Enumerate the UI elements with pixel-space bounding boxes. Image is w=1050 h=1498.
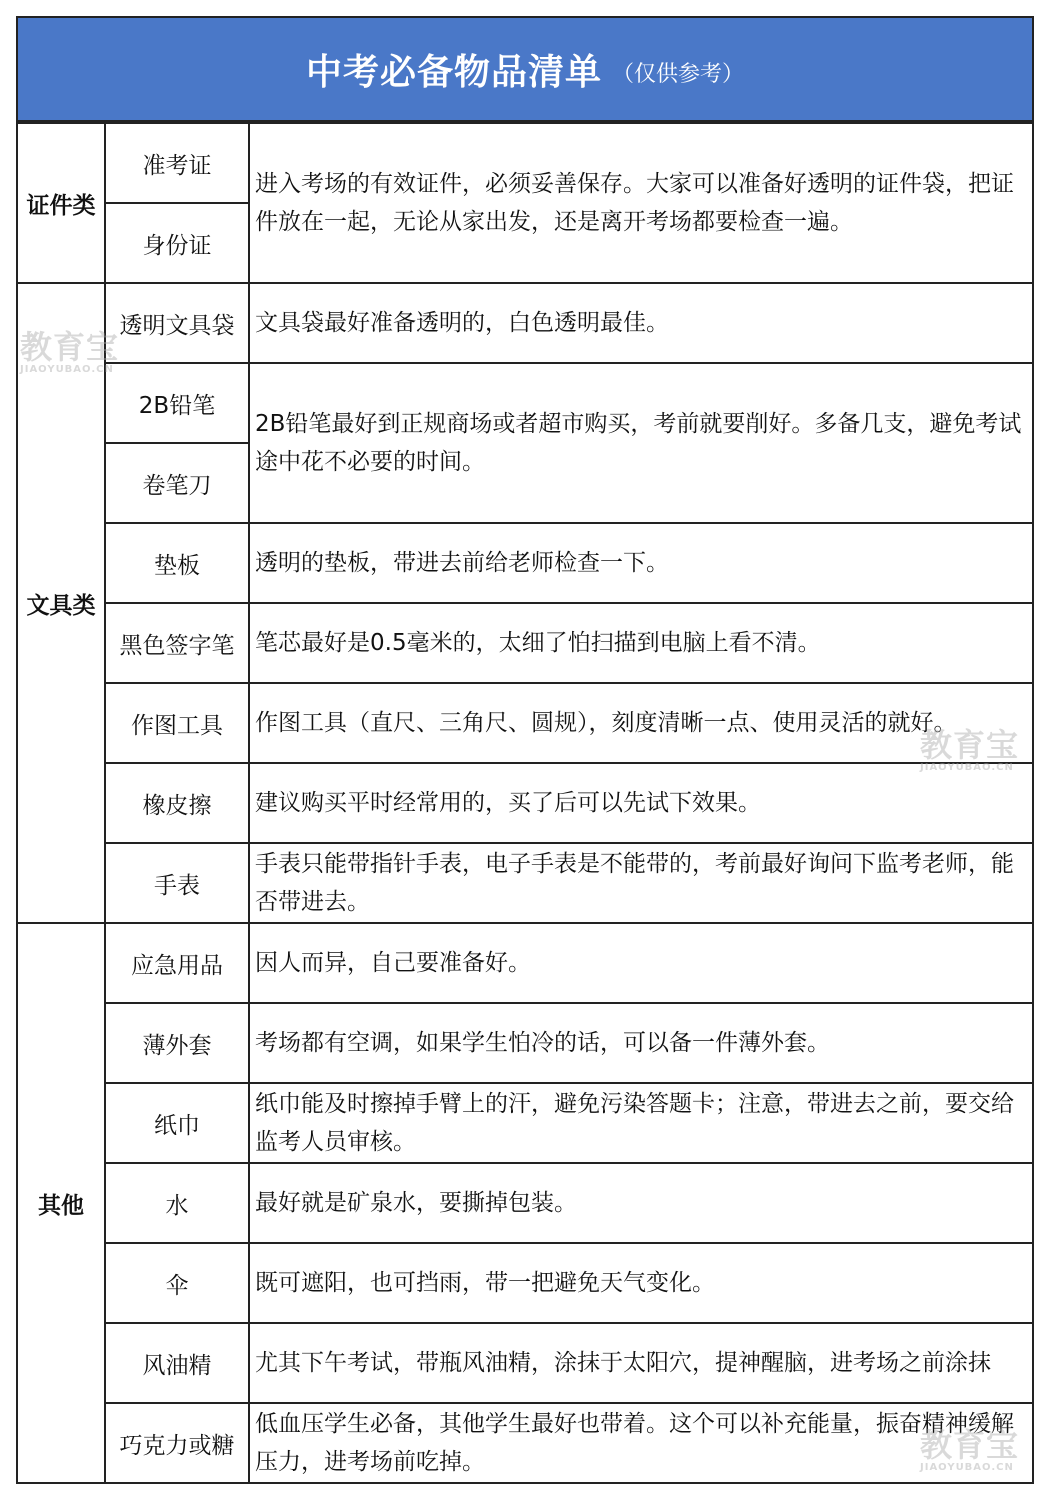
page-subtitle: （仅供参考） — [612, 61, 745, 87]
table-row — [17, 283, 1033, 363]
desc-jacket: 考场都有空调，如果学生怕冷的话，可以备一件薄外套。 — [249, 1003, 1033, 1083]
item-black-pen: 黑色签字笔 — [105, 603, 249, 683]
item-2b-pencil: 2B铅笔 — [105, 363, 249, 443]
table-row — [17, 763, 1033, 843]
category-docs: 证件类 — [17, 123, 105, 283]
desc-black-pen: 笔芯最好是0.5毫米的，太细了怕扫描到电脑上看不清。 — [249, 603, 1033, 683]
item-drawing-tools: 作图工具 — [105, 683, 249, 763]
table-row — [17, 1083, 1033, 1163]
category-stationery: 文具类 — [17, 283, 105, 923]
desc-essential-oil: 尤其下午考试，带瓶风油精，涂抹于太阳穴，提神醒脑，进考场之前涂抹 — [249, 1323, 1033, 1403]
item-emergency: 应急用品 — [105, 923, 249, 1003]
desc-drawing-tools: 作图工具（直尺、三角尺、圆规），刻度清晰一点、使用灵活的就好。 — [249, 683, 1033, 763]
item-jacket: 薄外套 — [105, 1003, 249, 1083]
item-id-card: 身份证 — [105, 203, 249, 283]
desc-pencil: 2B铅笔最好到正规商场或者超市购买，考前就要削好。多备几支，避免考试途中花不必要的时间。 — [249, 363, 1033, 523]
table-row — [17, 843, 1033, 923]
table-row — [17, 523, 1033, 603]
checklist-sheet — [16, 16, 1034, 1484]
title-bar — [16, 16, 1034, 122]
table-row — [17, 123, 1033, 203]
desc-umbrella: 既可遮阳，也可挡雨，带一把避免天气变化。 — [249, 1243, 1033, 1323]
item-sharpener: 卷笔刀 — [105, 443, 249, 523]
table-row — [17, 923, 1033, 1003]
desc-pad: 透明的垫板，带进去前给老师检查一下。 — [249, 523, 1033, 603]
desc-emergency: 因人而异，自己要准备好。 — [249, 923, 1033, 1003]
item-watch: 手表 — [105, 843, 249, 923]
desc-tissue: 纸巾能及时擦掉手臂上的汗，避免污染答题卡；注意，带进去之前，要交给监考人员审核。 — [249, 1083, 1033, 1163]
item-pad: 垫板 — [105, 523, 249, 603]
checklist-table — [16, 122, 1034, 1484]
desc-water: 最好就是矿泉水，要撕掉包装。 — [249, 1163, 1033, 1243]
desc-stationery-bag: 文具袋最好准备透明的，白色透明最佳。 — [249, 283, 1033, 363]
watermark-logo: 教育宝 JIAOYUBAO.CN — [20, 328, 120, 375]
page-title: 中考必备物品清单 — [305, 51, 602, 93]
table-row — [17, 1403, 1033, 1483]
item-tissue: 纸巾 — [105, 1083, 249, 1163]
item-water: 水 — [105, 1163, 249, 1243]
item-admission-ticket: 准考证 — [105, 123, 249, 203]
desc-eraser: 建议购买平时经常用的，买了后可以先试下效果。 — [249, 763, 1033, 843]
category-other: 其他 — [17, 923, 105, 1483]
desc-candy: 低血压学生必备，其他学生最好也带着。这个可以补充能量，振奋精神缓解压力，进考场前吃掉。 — [249, 1403, 1033, 1483]
desc-watch: 手表只能带指针手表，电子手表是不能带的，考前最好询问下监考老师，能否带进去。 — [249, 843, 1033, 923]
item-essential-oil: 风油精 — [105, 1323, 249, 1403]
item-eraser: 橡皮擦 — [105, 763, 249, 843]
item-umbrella: 伞 — [105, 1243, 249, 1323]
table-row — [17, 1163, 1033, 1243]
table-row — [17, 1323, 1033, 1403]
watermark-logo: 教育宝 JIAOYUBAO.CN — [920, 726, 1020, 773]
desc-docs: 进入考场的有效证件，必须妥善保存。大家可以准备好透明的证件袋，把证件放在一起，无论从家出发，还是离开考场都要检查一遍。 — [249, 123, 1033, 283]
item-stationery-bag: 透明文具袋 — [105, 283, 249, 363]
table-row — [17, 1003, 1033, 1083]
table-row — [17, 683, 1033, 763]
table-row — [17, 1243, 1033, 1323]
table-row — [17, 363, 1033, 443]
table-row — [17, 603, 1033, 683]
watermark-logo: 教育宝 JIAOYUBAO.CN — [920, 1426, 1020, 1473]
item-candy: 巧克力或糖 — [105, 1403, 249, 1483]
